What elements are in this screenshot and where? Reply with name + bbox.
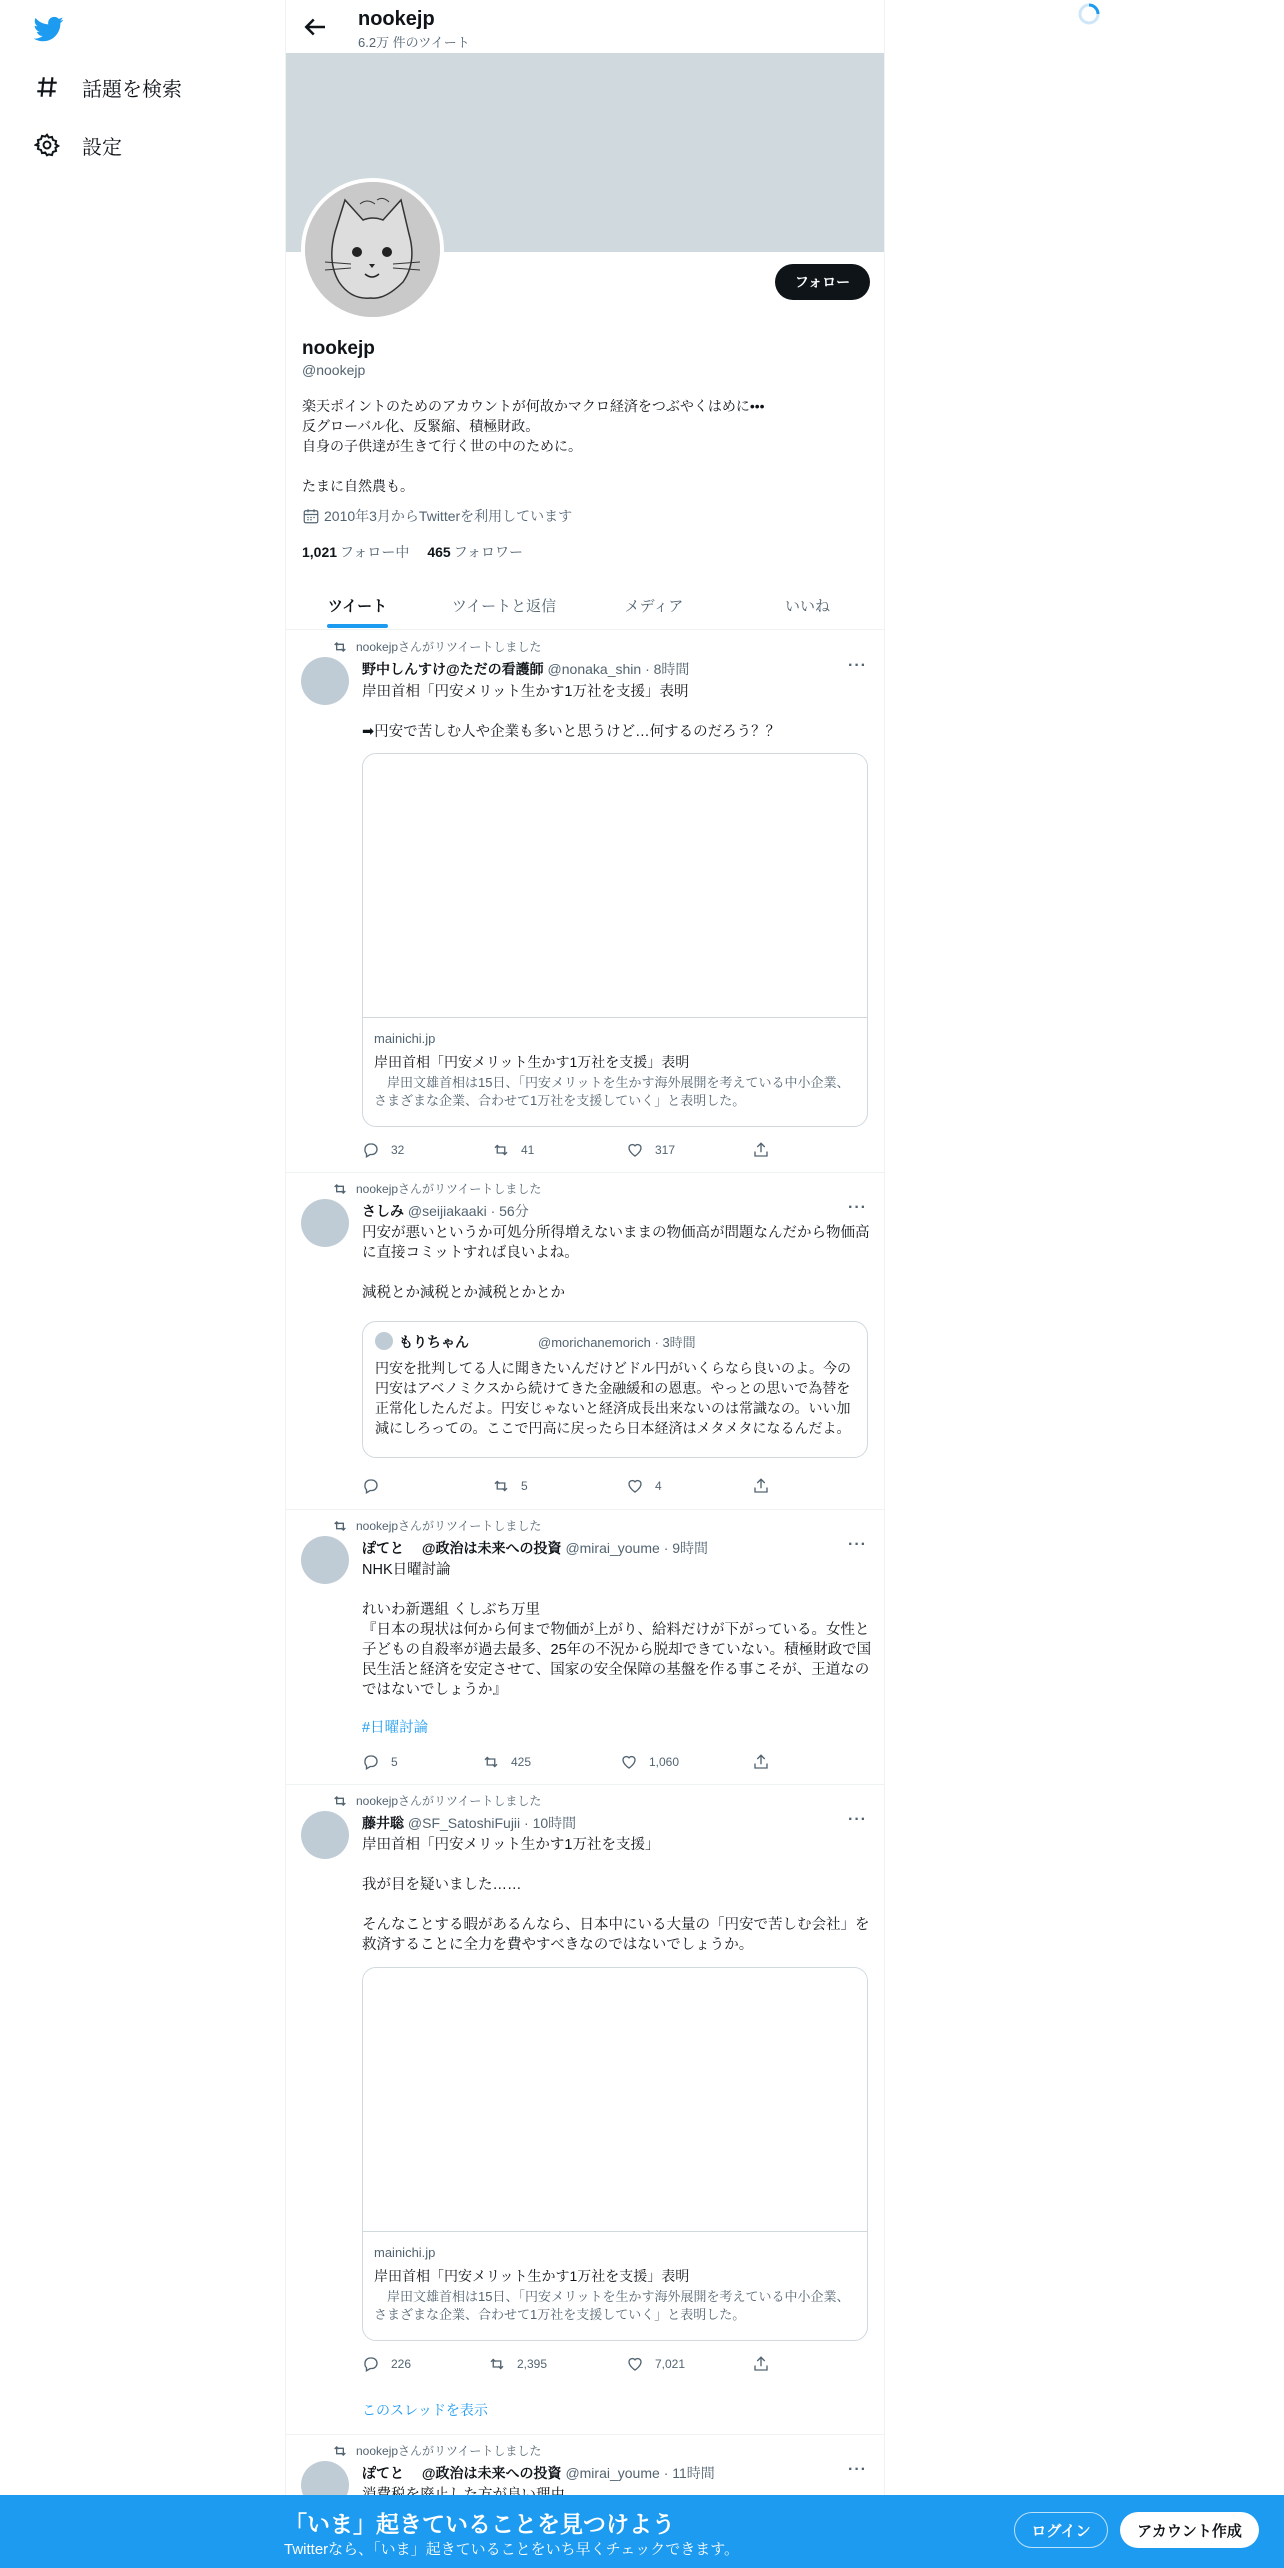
tab-tweets[interactable]: ツイート [327, 597, 388, 615]
header-name: nookejp [358, 8, 435, 30]
author-handle: @mirai_youme [565, 1540, 660, 1556]
retweet-context [332, 638, 541, 655]
profile-handle: @nookejp [302, 362, 366, 378]
share-button[interactable] [752, 1753, 770, 1771]
retweet-context-label: nookejpさんがリツイートしました [356, 2444, 542, 2458]
tweet-author[interactable] [362, 1201, 529, 1221]
retweet-icon [332, 1181, 348, 1197]
signup-button[interactable]: アカウント作成 [1120, 2512, 1259, 2548]
retweet-context-label: nookejpさんがリツイートしました [356, 1519, 542, 1533]
followers-link[interactable] [427, 542, 523, 562]
retweet-context [332, 1180, 541, 1197]
signup-banner-subtitle: Twitterなら、「いま」起きていることをいち早くチェックできます。 [284, 2541, 740, 2558]
avatar[interactable] [301, 657, 349, 705]
tweet-actions [362, 2355, 792, 2375]
share-icon [752, 1753, 770, 1771]
quoted-author-handle: @morichanemorich · 3時間 [538, 1335, 696, 1350]
link-card-title: 岸田首相「円安メリット生かす1万社を支援」表明 [374, 1054, 690, 1070]
avatar[interactable] [301, 1811, 349, 1859]
retweet-icon [332, 1793, 348, 1809]
avatar[interactable] [301, 1536, 349, 1584]
profile-name: nookejp [302, 338, 375, 359]
heart-icon [626, 1141, 644, 1159]
tweet-text: 円安が悪いというか可処分所得増えないままの物価高が問題なんだから物価高に直接コミットすれば良いよね。 減税とか減税とか減税とかとか [362, 1225, 870, 1301]
tweet-text: 岸田首相「円安メリット生かす1万社を支援」 我が目を疑いました…… そんなことする暇があるんなら、日本中にいる大量の「円安で苦しむ会社」を救済することに全力を費やすべきなのではないでしょうか。 [362, 1837, 870, 1953]
sidebar-item-label: 設定 [82, 136, 122, 159]
retweet-icon [332, 2443, 348, 2459]
reply-icon [362, 1141, 380, 1159]
reply-button[interactable] [362, 1141, 404, 1159]
link-card-image [363, 754, 868, 1018]
following-link[interactable] [302, 542, 409, 562]
author-name: さしみ [362, 1203, 404, 1219]
tweet-author[interactable] [362, 1538, 708, 1558]
quoted-author-name: もりちゃん [399, 1334, 469, 1350]
sidebar-item-explore[interactable] [34, 67, 182, 107]
share-button[interactable] [752, 1141, 770, 1159]
heart-icon [626, 1477, 644, 1495]
tweet-author[interactable] [362, 659, 689, 679]
link-card-description: 岸田文雄首相は15日、「円安メリットを生かす海外展開を考えている中小企業、さまざまな企業、合わせて1万社を支援していく」と表明した。 [374, 2289, 850, 2322]
quoted-text: 円安を批判してる人に聞きたいんだけどドル円がいくらなら良いのよ。今の円安はアベノミクスから続けてきた金融緩和の恩恵。やっとの思いで為替を正常化したんだよ。円安じゃないと経済成長出来ないのは常識なの。いい加減にしろっての。ここで円高に戻ったら日本経済はメタメタになるんだよ。 [375, 1360, 851, 1436]
retweet-icon [488, 2355, 506, 2373]
link-card-image [363, 1968, 868, 2232]
back-arrow-icon[interactable] [300, 12, 330, 42]
link-card-domain: mainichi.jp [374, 1031, 436, 1046]
share-button[interactable] [752, 2355, 770, 2373]
reply-icon [362, 1477, 380, 1495]
show-thread-link[interactable]: このスレッドを表示 [362, 2402, 488, 2418]
tweet-time[interactable]: · 10時間 [524, 1815, 577, 1831]
tweet[interactable] [286, 1785, 885, 2435]
following-label: フォロー中 [340, 544, 410, 560]
author-name: ぽてと @政治は未来への投資 [362, 1540, 562, 1556]
reply-count: 5 [391, 1755, 398, 1769]
heart-icon [626, 2355, 644, 2373]
hashtag-link[interactable]: #日曜討論 [362, 1720, 429, 1736]
retweet-context [332, 1792, 541, 1809]
more-options-icon[interactable]: ··· [848, 2461, 867, 2478]
retweet-icon [492, 1141, 510, 1159]
tweet-actions [362, 1477, 792, 1497]
heart-icon [620, 1753, 638, 1771]
tweet-text: NHK日曜討論 れいわ新選組 くしぶち万里 『日本の現状は何から何まで物価が上がり、給料だけが下がっている。女性と子どもの自殺率が過去最多、25年の不況から脱却できていない。積極財政で国民生活と経済を安定させて、国家の安全保障の基盤を作る事こそが、王道なのではないでしょうか』 [362, 1562, 872, 1698]
profile-tabs [286, 580, 885, 630]
like-button[interactable] [620, 1753, 679, 1771]
link-card[interactable] [362, 753, 868, 1127]
author-handle: @SF_SatoshiFujii [407, 1815, 521, 1831]
follow-stats [302, 542, 523, 562]
link-card-title: 岸田首相「円安メリット生かす1万社を支援」表明 [374, 2268, 690, 2284]
cat-drawing-avatar [305, 182, 440, 317]
retweet-count: 5 [521, 1479, 528, 1493]
tweet-time[interactable]: · 11時間 [663, 2465, 715, 2481]
retweet-context [332, 2442, 541, 2459]
link-card[interactable] [362, 1967, 868, 2341]
tweet-author[interactable] [362, 1813, 576, 1833]
tweet-actions [362, 1141, 792, 1161]
share-icon [752, 1477, 770, 1495]
hashtag-icon [34, 74, 60, 100]
like-count: 7,021 [655, 2357, 686, 2371]
reply-icon [362, 2355, 380, 2373]
link-card-description: 岸田文雄首相は15日、「円安メリットを生かす海外展開を考えている中小企業、さまざまな企業、合わせて1万社を支援していく」と表明した。 [374, 1075, 850, 1108]
share-button[interactable] [752, 1477, 770, 1495]
link-card-domain: mainichi.jp [374, 2245, 436, 2260]
like-count: 4 [655, 1479, 662, 1493]
profile-avatar[interactable] [301, 178, 444, 321]
tab-likes[interactable]: いいね [784, 597, 830, 615]
twitter-logo-icon[interactable] [32, 14, 66, 44]
retweet-icon [482, 1753, 500, 1771]
tweet-time[interactable]: · 9時間 [663, 1540, 709, 1556]
sidebar-item-label: 話題を検索 [82, 78, 182, 101]
reply-button[interactable] [362, 1477, 391, 1495]
tweet-time[interactable]: · 56分 [490, 1203, 529, 1219]
profile-header [286, 0, 885, 53]
more-options-icon[interactable]: ··· [848, 1811, 867, 1828]
like-button[interactable] [626, 1477, 662, 1495]
retweet-button[interactable] [492, 1141, 534, 1159]
tab-tweets-and-replies[interactable]: ツイートと返信 [451, 597, 557, 615]
author-name: 野中しんすけ@ただの看護師 [362, 661, 544, 677]
tweet[interactable] [286, 631, 885, 1173]
author-handle: @mirai_youme [565, 2465, 660, 2481]
signup-banner-title: 「いま」起きていることを見つけよう [284, 2511, 675, 2537]
like-button[interactable] [626, 1141, 675, 1159]
reply-button[interactable] [362, 1753, 398, 1771]
tweet[interactable] [286, 1510, 885, 1785]
quoted-tweet[interactable] [362, 1321, 868, 1458]
author-name: 藤井聡 [362, 1815, 404, 1831]
like-button[interactable] [626, 2355, 685, 2373]
like-count: 317 [655, 1143, 676, 1157]
share-icon [752, 1141, 770, 1159]
tweet-author[interactable] [362, 2463, 715, 2483]
reply-icon [362, 1753, 380, 1771]
retweet-icon [492, 1477, 510, 1495]
more-options-icon[interactable]: ··· [848, 1536, 867, 1553]
signup-banner [0, 2495, 1284, 2568]
reply-button[interactable] [362, 2355, 411, 2373]
retweet-context-label: nookejpさんがリツイートしました [356, 1182, 542, 1196]
share-icon [752, 2355, 770, 2373]
retweet-count: 41 [521, 1143, 535, 1157]
join-date [302, 506, 572, 526]
tweet[interactable] [286, 1173, 885, 1510]
followers-count: 465 [427, 544, 451, 560]
retweet-context [332, 1517, 541, 1534]
author-name: ぽてと @政治は未来への投資 [362, 2465, 562, 2481]
active-tab-indicator [327, 624, 388, 628]
like-count: 1,060 [649, 1755, 680, 1769]
header-tweet-count: 6.2万 件のツイート [358, 35, 470, 50]
login-button[interactable]: ログイン [1014, 2512, 1108, 2548]
tab-media[interactable]: メディア [624, 597, 684, 615]
retweet-count: 2,395 [517, 2357, 548, 2371]
tweet-text: 岸田首相「円安メリット生かす1万社を支援」表明 ➡円安で苦しむ人や企業も多いと思うけど…何するのだろう？？ [362, 684, 781, 740]
retweet-button[interactable] [482, 1753, 531, 1771]
reply-count: 226 [391, 2357, 412, 2371]
retweet-context-label: nookejpさんがリツイートしました [356, 1794, 542, 1808]
retweet-context-label: nookejpさんがリツイートしました [356, 640, 542, 654]
tweet-time[interactable]: · 8時間 [645, 661, 690, 677]
tweet-actions [362, 1753, 792, 1773]
retweet-button[interactable] [488, 2355, 547, 2373]
retweet-count: 425 [511, 1755, 532, 1769]
join-date-text: 2010年3月からTwitterを利用しています [324, 508, 573, 524]
profile-timeline [285, 0, 885, 2568]
calendar-icon [302, 507, 320, 525]
more-options-icon[interactable]: ··· [848, 657, 867, 674]
more-options-icon[interactable]: ··· [848, 1199, 867, 1216]
reply-count: 32 [391, 1143, 405, 1157]
retweet-icon [332, 639, 348, 655]
follow-button[interactable]: フォロー [775, 264, 870, 300]
retweet-button[interactable] [492, 1477, 528, 1495]
sidebar-item-settings[interactable] [34, 125, 122, 165]
author-handle: @nonaka_shin [547, 661, 642, 677]
avatar[interactable] [301, 1199, 349, 1247]
loading-spinner-icon [1077, 2, 1101, 26]
quoted-avatar [375, 1332, 393, 1350]
retweet-icon [332, 1518, 348, 1534]
following-count: 1,021 [302, 544, 338, 560]
gear-icon [34, 132, 60, 158]
followers-label: フォロワー [453, 544, 524, 560]
author-handle: @seijiakaaki [407, 1203, 487, 1219]
sidebar [0, 0, 285, 2568]
profile-bio: 楽天ポイントのためのアカウントが何故かマクロ経済をつぶやくはめに••• 反グローバル化、反緊縮、積極財政。 自身の子供達が生きて行く世の中のために。 たまに自然農も。 [302, 398, 765, 494]
